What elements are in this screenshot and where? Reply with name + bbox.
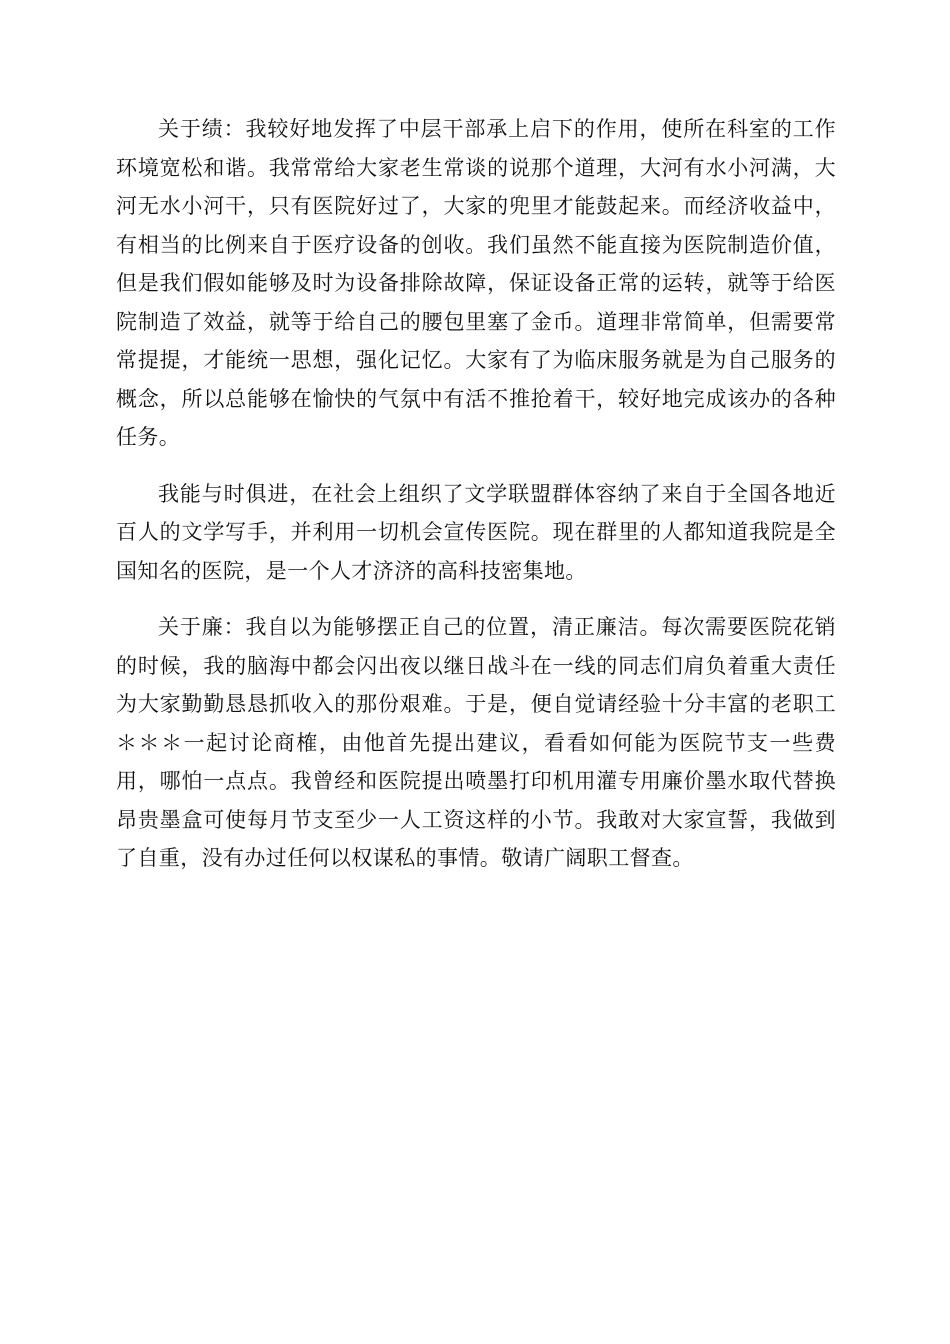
document-body (116, 110, 836, 896)
paragraph-performance: 关于绩：我较好地发挥了中层干部承上启下的作用，使所在科室的工作环境宽松和谐。我常常给大家老生常谈的说那个道理，大河有水小河满，大河无水小河干，只有医院好过了，大家的兜里才能鼓起来。而经济收益中，有相当的比例来自于医疗设备的创收。我们虽然不能直接为医院制造价值，但是我们假如能够及时为设备排除故障，保证设备正常的运转，就等于给医院制造了效益，就等于给自己的腰包里塞了金币。道理非常简单，但需要常常提提，才能统一思想，强化记忆。大家有了为临床服务就是为自己服务的概念，所以总能够在愉快的气氛中有活不推抢着干，较好地完成该办的各种任务。 (116, 117, 836, 449)
paragraph-progress: 我能与时俱进，在社会上组织了文学联盟群体容纳了来自于全国各地近百人的文学写手，并利用一切机会宣传医院。现在群里的人都知道我院是全国知名的医院，是一个人才济济的高科技密集地。 (116, 481, 836, 583)
paragraph-integrity: 关于廉：我自以为能够摆正自己的位置，清正廉洁。每次需要医院花销的时候，我的脑海中都会闪出夜以继日战斗在一线的同志们肩负着重大责任为大家勤勤恳恳抓收入的那份艰难。于是，便自觉请经验十分丰富的老职工＊＊＊一起讨论商榷，由他首先提出建议，看看如何能为医院节支一些费用，哪怕一点点。我曾经和医院提出喷墨打印机用灌专用廉价墨水取代替换昂贵墨盒可使每月节支至少一人工资这样的小节。我敢对大家宣誓，我做到了自重，没有办过任何以权谋私的事情。敬请广阔职工督查。 (116, 615, 836, 870)
